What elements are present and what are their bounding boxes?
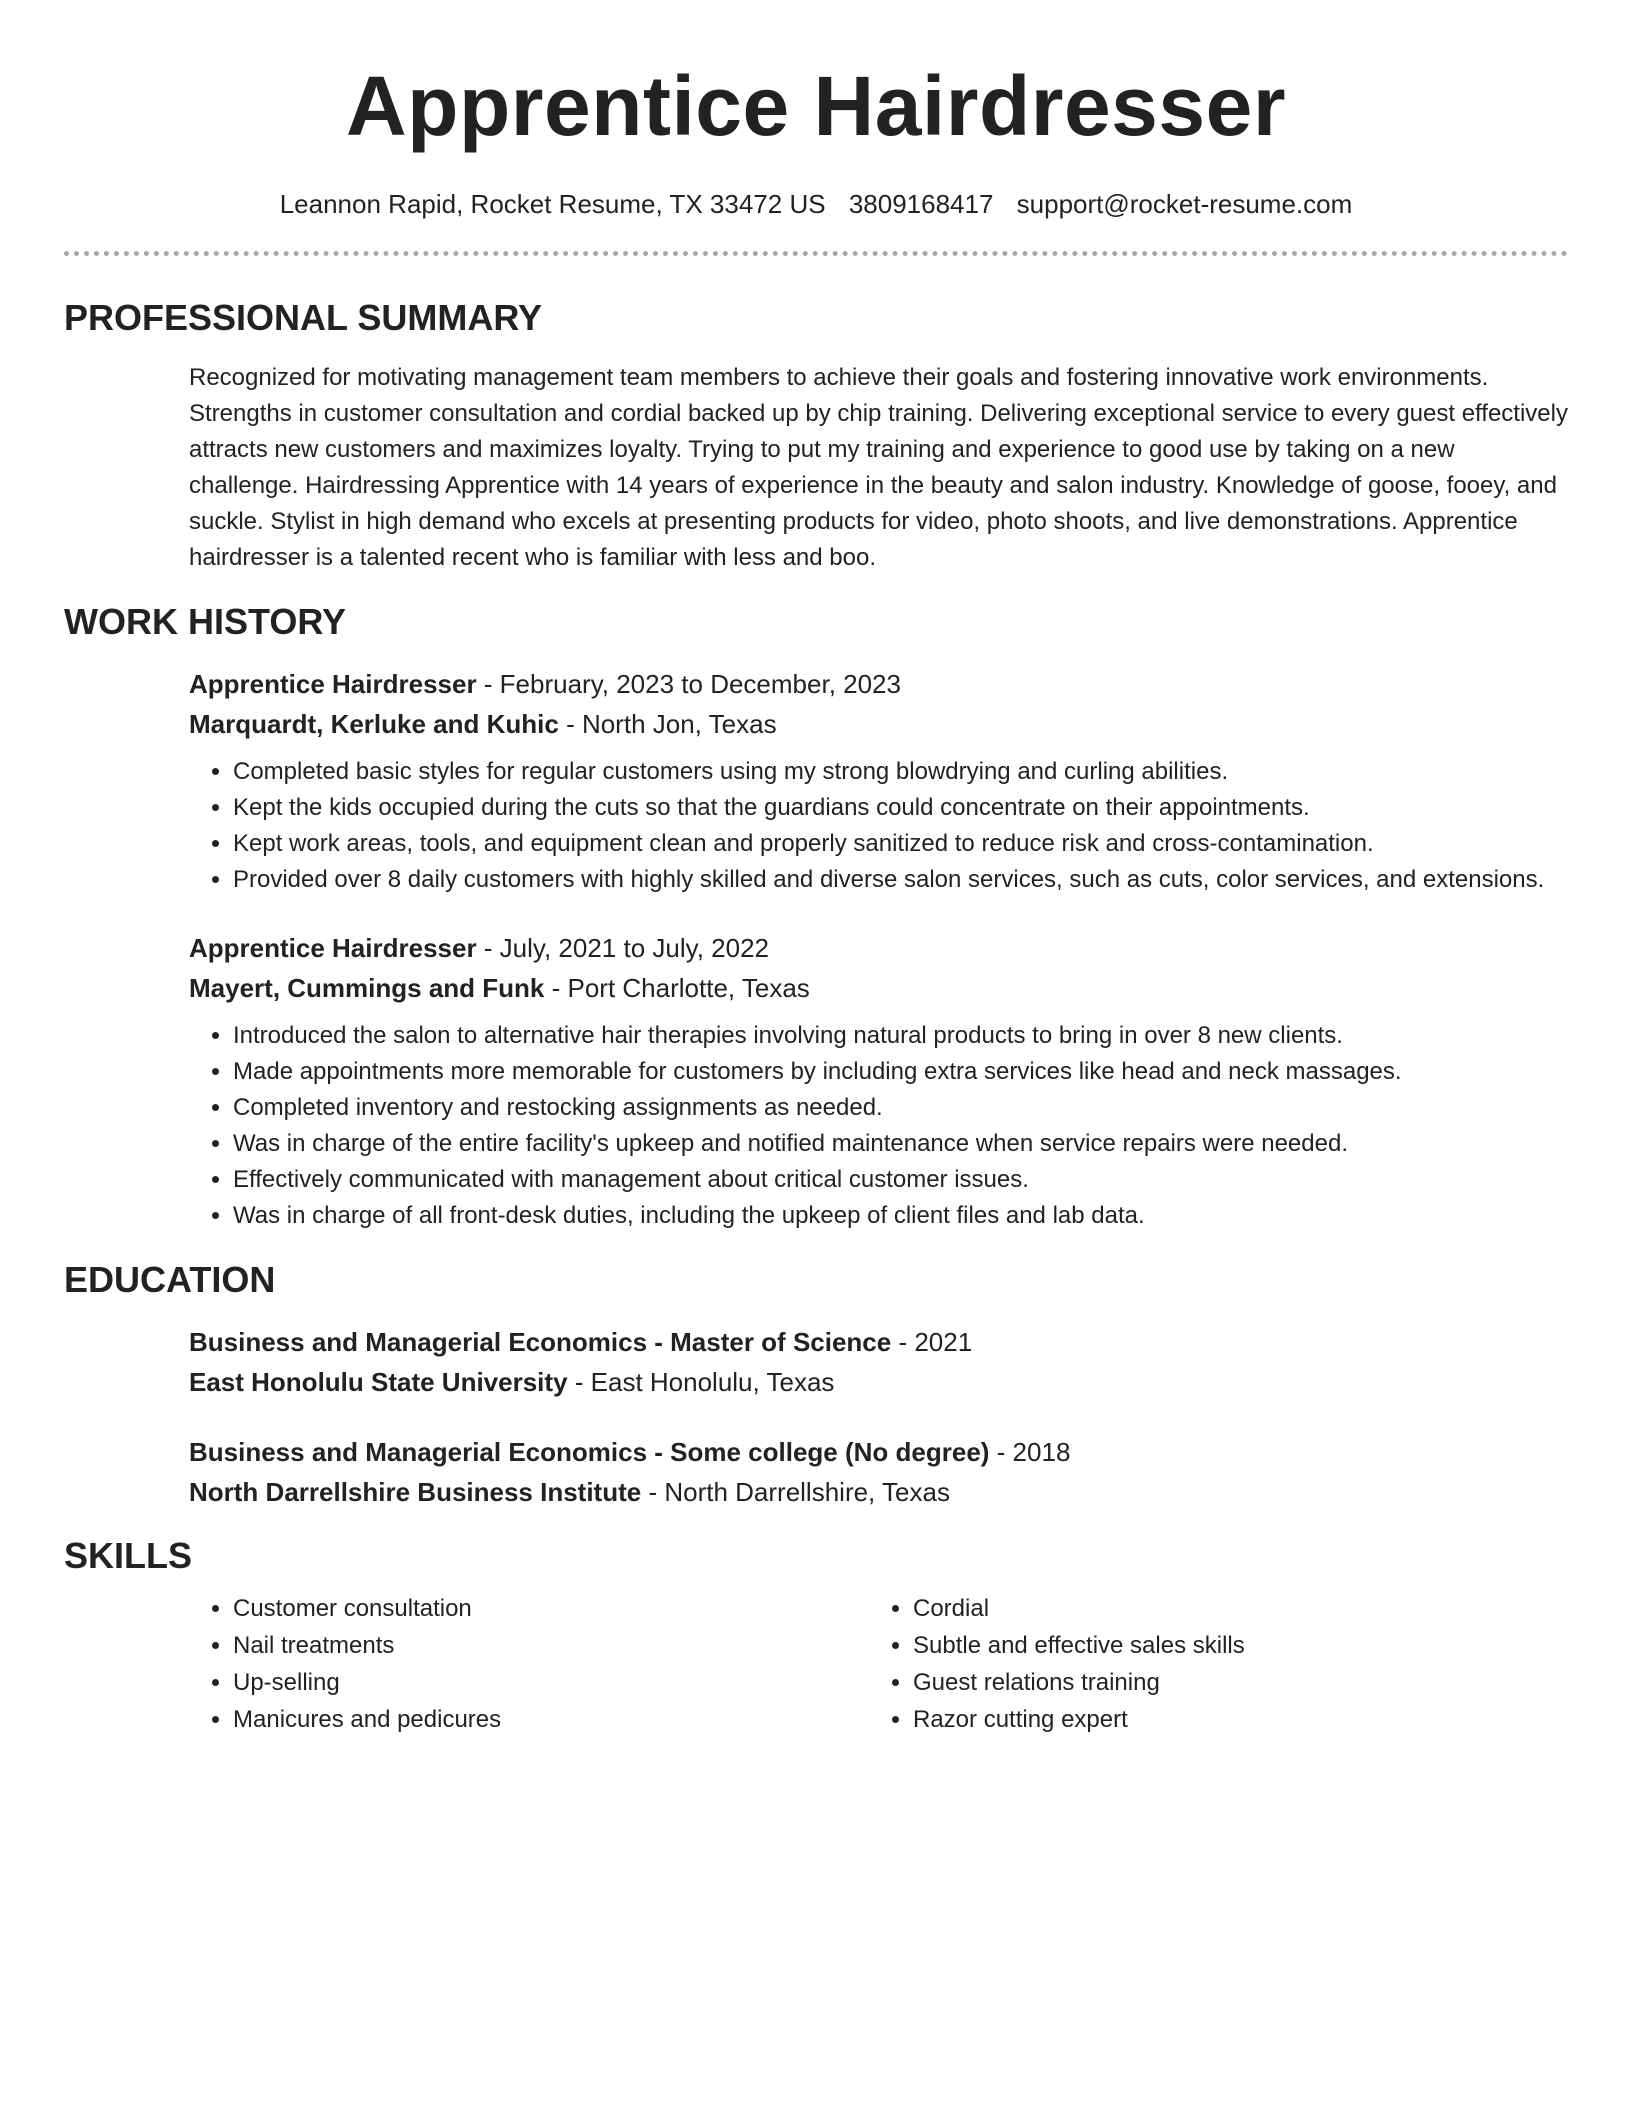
education-degree: Business and Managerial Economics - Some college (No degree) [189, 1437, 990, 1467]
job-bullet: • Kept the kids occupied during the cuts so that the guardians could concentrate on their appointments. [233, 790, 1568, 826]
job-bullet: • Completed basic styles for regular customers using my strong blowdrying and curling abilities. [233, 754, 1568, 790]
job-bullet: • Provided over 8 daily customers with highly skilled and diverse salon services, such as cuts, color services, and extensions. [233, 862, 1568, 898]
header-divider [64, 251, 1568, 256]
education-school-line [189, 1472, 1568, 1512]
skill-item: • Nail treatments [233, 1627, 869, 1664]
education-year: - 2018 [989, 1437, 1071, 1467]
job-bullet: • Made appointments more memorable for customers by including extra services like head and neck massages. [233, 1054, 1568, 1090]
summary-section [189, 360, 1568, 576]
job-role: Apprentice Hairdresser [189, 933, 477, 963]
education-year: - 2021 [891, 1327, 973, 1357]
skill-item: • Customer consultation [233, 1590, 869, 1627]
job-bullet: • Kept work areas, tools, and equipment clean and properly sanitized to reduce risk and cross-contamination. [233, 826, 1568, 862]
contact-email: support@rocket-resume.com [1016, 189, 1353, 219]
job-location: - North Jon, Texas [558, 709, 777, 739]
job-bullets [189, 754, 1568, 898]
education-school: North Darrellshire Business Institute [189, 1477, 642, 1507]
education-school-line [189, 1362, 1568, 1402]
job-company-line [189, 968, 1568, 1008]
section-title-skills: SKILLS [64, 1535, 193, 1576]
skill-item: • Subtle and effective sales skills [913, 1627, 1549, 1664]
skills-list-right [869, 1590, 1549, 1738]
job-dates: - February, 2023 to December, 2023 [476, 669, 901, 699]
contact-phone: 3809168417 [848, 189, 994, 219]
education-school: East Honolulu State University [189, 1367, 568, 1397]
contact-line [64, 188, 1568, 220]
education-location: - North Darrellshire, Texas [641, 1477, 950, 1507]
job-bullet: • Was in charge of the entire facility's upkeep and notified maintenance when service repairs were needed. [233, 1126, 1568, 1162]
job-company: Marquardt, Kerluke and Kuhic [189, 709, 559, 739]
resume-name: Apprentice Hairdresser [345, 59, 1287, 153]
skill-item: • Manicures and pedicures [233, 1701, 869, 1738]
skill-item: • Up-selling [233, 1664, 869, 1701]
skill-item: • Cordial [913, 1590, 1549, 1627]
work-history-section [189, 664, 1568, 1234]
job-role: Apprentice Hairdresser [189, 669, 477, 699]
job-company-line [189, 704, 1568, 744]
job-company: Mayert, Cummings and Funk [189, 973, 545, 1003]
section-title-summary: PROFESSIONAL SUMMARY [64, 297, 543, 338]
skills-list-left [189, 1590, 869, 1738]
job-heading [189, 664, 1568, 704]
job-location: - Port Charlotte, Texas [544, 973, 810, 1003]
skill-item: • Guest relations training [913, 1664, 1549, 1701]
job-bullet: • Was in charge of all front-desk duties, including the upkeep of client files and lab data. [233, 1198, 1568, 1234]
skill-item: • Razor cutting expert [913, 1701, 1549, 1738]
education-heading [189, 1322, 1568, 1362]
education-heading [189, 1432, 1568, 1472]
contact-address: Leannon Rapid, Rocket Resume, TX 33472 US [279, 189, 826, 219]
job-dates: - July, 2021 to July, 2022 [476, 933, 769, 963]
summary-text: Recognized for motivating management team members to achieve their goals and fostering innovative work environments. Strengths in customer consultation and cordial backed up by chip training. Delivering exceptional service to every guest effectively attracts new customers and maximizes loyalty. Trying to put my training and experience to good use by taking on a new challenge. Hairdressing Apprentice with 14 years of experience in the beauty and salon industry. Knowledge of goose, fooey, and suckle. Stylist in high demand who excels at presenting products for video, photo shoots, and live demonstrations. Apprentice hairdresser is a talented recent who is familiar with less and boo. [189, 364, 1568, 571]
job-heading [189, 928, 1568, 968]
job-bullet: • Completed inventory and restocking assignments as needed. [233, 1090, 1568, 1126]
section-title-work-history: WORK HISTORY [64, 601, 347, 642]
section-title-education: EDUCATION [64, 1259, 276, 1300]
education-section [189, 1322, 1568, 1512]
education-degree: Business and Managerial Economics - Master of Science [189, 1327, 892, 1357]
skills-section [189, 1590, 1568, 1738]
job-bullet: • Introduced the salon to alternative hair therapies involving natural products to bring in over 8 new clients. [233, 1018, 1568, 1054]
job-bullets [189, 1018, 1568, 1234]
job-bullet: • Effectively communicated with management about critical customer issues. [233, 1162, 1568, 1198]
education-location: - East Honolulu, Texas [567, 1367, 835, 1397]
